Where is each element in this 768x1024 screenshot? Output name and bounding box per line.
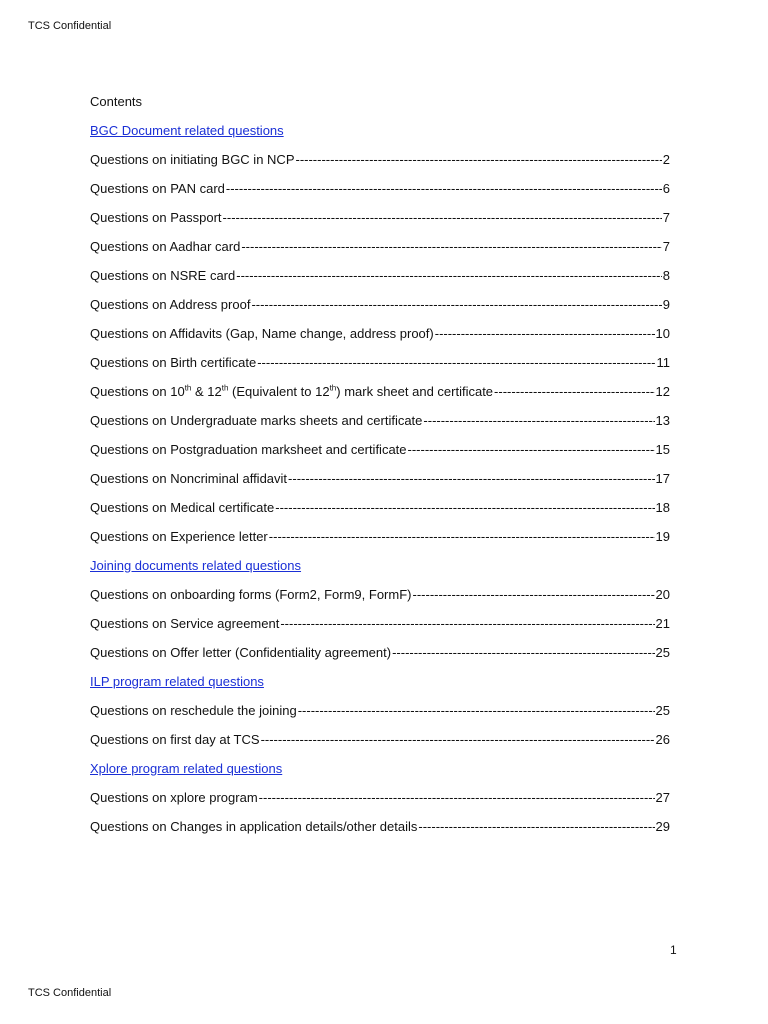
- toc-section-title[interactable]: Xplore program related questions: [90, 761, 283, 776]
- toc-entry-page: 19: [655, 529, 670, 544]
- dot-leader: [298, 696, 655, 725]
- toc-entry-page: 21: [655, 616, 670, 631]
- dot-leader: [257, 348, 655, 377]
- toc-entry[interactable]: [90, 696, 670, 725]
- toc-entry[interactable]: [90, 783, 670, 812]
- dot-leader: [435, 319, 655, 348]
- toc-entry-title: Questions on initiating BGC in NCP: [90, 152, 295, 167]
- dot-leader: [295, 145, 661, 174]
- toc-section-link[interactable]: [90, 116, 670, 145]
- toc-entry-title: Questions on Service agreement: [90, 616, 280, 631]
- dot-leader: [223, 203, 662, 232]
- toc-entry-text: & 12: [191, 384, 222, 399]
- toc-entry-page: 12: [655, 384, 670, 399]
- toc-entry-page: 8: [662, 268, 670, 283]
- toc-entry-title: Questions on Passport: [90, 210, 222, 225]
- toc-entry-page: 17: [655, 471, 670, 486]
- toc-entry-title: Questions on Offer letter (Confidentiality agreement): [90, 645, 392, 660]
- toc-entry-title: Questions on Undergraduate marks sheets and certificate: [90, 413, 423, 428]
- toc-entry-page: 11: [656, 355, 670, 370]
- page-footer: TCS Confidential: [28, 987, 112, 999]
- dot-leader: [392, 638, 654, 667]
- dot-leader: [408, 435, 655, 464]
- toc-entry-text: ) mark sheet and certificate: [336, 384, 494, 399]
- toc-entry-title: [90, 377, 493, 406]
- toc-entry-page: 13: [655, 413, 670, 428]
- ordinal-superscript: th: [184, 383, 192, 393]
- dot-leader: [236, 261, 662, 290]
- dot-leader: [288, 464, 655, 493]
- page-header: TCS Confidential: [28, 20, 112, 32]
- toc-entry-page: 20: [655, 587, 670, 602]
- toc-entry-title: Questions on NSRE card: [90, 268, 236, 283]
- toc-entry-title: Questions on first day at TCS: [90, 732, 260, 747]
- toc-entry[interactable]: [90, 522, 670, 551]
- toc-entry[interactable]: [90, 377, 670, 406]
- dot-leader: [418, 812, 654, 841]
- dot-leader: [269, 522, 655, 551]
- toc-entry-title: Questions on Experience letter: [90, 529, 268, 544]
- toc-entry[interactable]: [90, 232, 670, 261]
- dot-leader: [280, 609, 654, 638]
- toc-entry[interactable]: [90, 464, 670, 493]
- toc-entry-page: 27: [655, 790, 670, 805]
- toc-entry[interactable]: [90, 725, 670, 754]
- toc-entry[interactable]: [90, 493, 670, 522]
- toc-entry[interactable]: [90, 348, 670, 377]
- toc-entry-page: 7: [662, 239, 670, 254]
- toc-entry-title: Questions on Aadhar card: [90, 239, 241, 254]
- toc-entry-page: 2: [662, 152, 670, 167]
- dot-leader: [251, 290, 661, 319]
- toc-entry[interactable]: [90, 638, 670, 667]
- dot-leader: [423, 406, 654, 435]
- dot-leader: [275, 493, 654, 522]
- dot-leader: [261, 725, 655, 754]
- toc-entry[interactable]: [90, 145, 670, 174]
- dot-leader: [259, 783, 655, 812]
- ordinal-superscript: th: [329, 383, 337, 393]
- toc-section-title[interactable]: BGC Document related questions: [90, 123, 284, 138]
- toc-entry-title: Questions on PAN card: [90, 181, 225, 196]
- toc-entry-page: 7: [662, 210, 670, 225]
- toc-entry-page: 26: [655, 732, 670, 747]
- dot-leader: [226, 174, 662, 203]
- toc-entry-title: Questions on Medical certificate: [90, 500, 275, 515]
- toc-entry-page: 6: [662, 181, 670, 196]
- toc-entry-title: Questions on Noncriminal affidavit: [90, 471, 288, 486]
- toc-entry-title: Questions on Birth certificate: [90, 355, 257, 370]
- contents-title: Contents: [90, 94, 143, 109]
- toc-entry-title: Questions on Address proof: [90, 297, 251, 312]
- toc-section-title[interactable]: ILP program related questions: [90, 674, 264, 689]
- toc-entry[interactable]: [90, 580, 670, 609]
- toc-section-link[interactable]: [90, 754, 670, 783]
- toc-section-link[interactable]: [90, 667, 670, 696]
- toc-entry-page: 18: [655, 500, 670, 515]
- page-number: 1: [670, 943, 677, 957]
- toc-entry[interactable]: [90, 203, 670, 232]
- ordinal-superscript: th: [221, 383, 229, 393]
- toc-entry[interactable]: [90, 261, 670, 290]
- dot-leader: [241, 232, 661, 261]
- table-of-contents: [90, 116, 670, 841]
- toc-entry-title: Questions on xplore program: [90, 790, 258, 805]
- toc-entry[interactable]: [90, 812, 670, 841]
- toc-entry-title: Questions on reschedule the joining: [90, 703, 297, 718]
- toc-entry[interactable]: [90, 435, 670, 464]
- toc-entry-page: 10: [655, 326, 670, 341]
- toc-entry-page: 25: [655, 703, 670, 718]
- toc-entry[interactable]: [90, 609, 670, 638]
- toc-entry-title: Questions on onboarding forms (Form2, Form9, FormF): [90, 587, 412, 602]
- toc-entry-title: Questions on Changes in application details/other details: [90, 819, 418, 834]
- toc-section-link[interactable]: [90, 551, 670, 580]
- toc-entry[interactable]: [90, 406, 670, 435]
- toc-entry-text: (Equivalent to 12: [228, 384, 330, 399]
- toc-entry[interactable]: [90, 319, 670, 348]
- toc-entry-page: 9: [662, 297, 670, 312]
- toc-entry-title: Questions on Postgraduation marksheet and certificate: [90, 442, 407, 457]
- toc-entry-page: 29: [655, 819, 670, 834]
- dot-leader: [494, 377, 654, 406]
- toc-entry[interactable]: [90, 290, 670, 319]
- toc-entry-page: 15: [655, 442, 670, 457]
- toc-entry-text: Questions on 10: [90, 384, 185, 399]
- toc-entry-title: Questions on Affidavits (Gap, Name change, address proof): [90, 326, 434, 341]
- toc-entry[interactable]: [90, 174, 670, 203]
- toc-section-title[interactable]: Joining documents related questions: [90, 558, 302, 573]
- toc-entry-page: 25: [655, 645, 670, 660]
- dot-leader: [413, 580, 655, 609]
